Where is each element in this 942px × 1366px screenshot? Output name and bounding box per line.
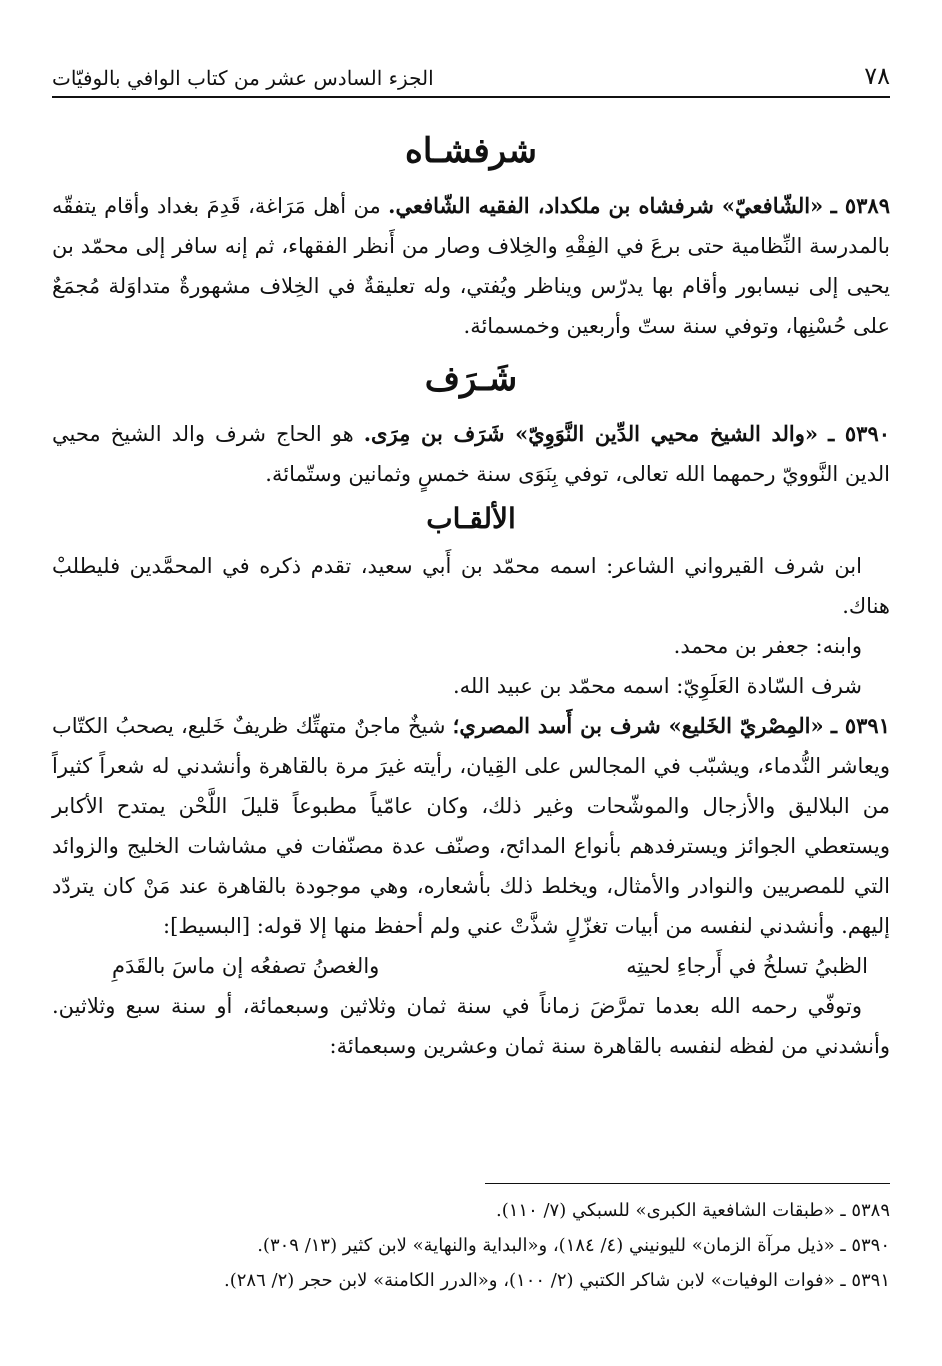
footnote-divider <box>485 1183 890 1184</box>
entry-5390 <box>52 414 890 494</box>
entry-heading: «الشّافعيّ» شرفشاه بن ملكداد، الفقيه الشّافعي. <box>388 193 824 218</box>
footnote-5389: ٥٣٨٩ ـ «طبقات الشافعية الكبرى» للسبكي (٧/ ١١٠). <box>495 1200 890 1221</box>
section-title-sharaf: شَـرَف <box>424 359 518 399</box>
page-number: ٧٨ <box>864 62 890 90</box>
entry-text: شيخٌ ماجنٌ متهتِّك ظريفٌ خَليع، يصحبُ الكتّاب ويعاشر النُّدماء، ويشبّب في المجالس على القِيان، رأيته غيرَ مرة بالقاهرة وأنشدني له شعراً كثيراً من البلاليق والأزجال والموشّحات وغير ذلك، وكان عامّياً مطبوعاً قليلَ اللَّحْن يمتدح الأكابر ويستعطي الجوائز ويسترفدهم بأنواع المدائح، وصنّف عدة مصنّفات في مشاشات الخليج والزوائد التي للمصريين والنوادر والأمثال، ويخلط ذلك بأشعاره، وهي موجودة بالقاهرة عند مَنْ كان يتردّد إليهم. وأنشدني لنفسه من أبيات تغزّلٍ شذَّتْ عني ولم أحفظ منها إلا قوله: [البسيط]: <box>52 714 890 938</box>
section-title-sharafshah: شرفشـاه <box>405 131 537 171</box>
closing-paragraph: وتوفّي رحمه الله بعدما تمرَّضَ زماناً في سنة ثمان وثلاثين وسبعمائة، أو سنة سبع وثلاثين. وأنشدني من لفظه لنفسه بالقاهرة سنة ثمان وعشرين وسبعمائة: <box>52 994 890 1058</box>
entry-heading: «والد الشيخ محيي الدِّين النَّوَوِيّ» شَرَف بن مِرَى. <box>363 421 819 446</box>
alqab-item: شرف السّادة العَلَوِيّ: اسمه محمّد بن عبيد الله. <box>452 674 862 698</box>
alqab-item: وابنه: جعفر بن محمد. <box>673 634 862 658</box>
entry-5389 <box>52 186 890 346</box>
page-body <box>52 118 890 1066</box>
entry-5391 <box>52 706 890 946</box>
entry-number: ٥٣٨٩ ـ <box>830 193 890 218</box>
verse-second-hemistich: والغصنُ تصفعُه إن ماسَ بالقَدَمِ <box>112 954 380 978</box>
footnote-5390: ٥٣٩٠ ـ «ذيل مرآة الزمان» لليونيني (٤/ ١٨٤)، و«البداية والنهاية» لابن كثير (١٣/ ٣٠٩). <box>257 1235 890 1256</box>
verse-first-hemistich: الظبيُ تسلخُ في أَرجاءِ لحيتِه <box>626 954 868 978</box>
entry-number: ٥٣٩٠ ـ <box>828 421 891 446</box>
running-title: الجزء السادس عشر من كتاب الوافي بالوفيّات <box>52 66 434 90</box>
poetry-verse <box>52 946 890 986</box>
section-title-alqab: الألقـاب <box>426 502 516 535</box>
alqab-item: ابن شرف القيرواني الشاعر: اسمه محمّد بن أَبي سعيد، تقدم ذكره في المحمَّدين فليطلبْ هناك. <box>52 554 890 618</box>
entry-heading: «المِصْريّ الخَليع» شرف بن أَسد المصري؛ <box>452 713 824 738</box>
entry-text: من أهل مَرَاغة، قَدِمَ بغداد وأقام يتفقّه بالمدرسة النِّظامية حتى برعَ في الفِقْهِ والخِلاف وصار من أَنظر الفقهاء، ثم إنه سافر إلى محمّد بن يحيى إلى نيسابور وأقام بها يدرّس ويناظر ويُفتي، وله تعليقةٌ في الخِلاف مشهورةٌ متداوَلة مُجمَعٌ على حُسْنِها، وتوفي سنة ستّ وأربعين وخمسمائة. <box>52 194 890 338</box>
footnotes <box>52 1193 890 1298</box>
running-header <box>52 50 890 98</box>
footnote-5391: ٥٣٩١ ـ «فوات الوفيات» لابن شاكر الكتبي (٢/ ١٠٠)، و«الدرر الكامنة» لابن حجر (٢/ ٢٨٦). <box>224 1270 890 1291</box>
entry-number: ٥٣٩١ ـ <box>830 713 890 738</box>
entry-text: هو الحاج شرف والد الشيخ محيي الدين النَّوويّ رحمهما الله تعالى، توفي بِنَوَى سنة خمسٍ وثمانين وستّمائة. <box>52 422 890 486</box>
